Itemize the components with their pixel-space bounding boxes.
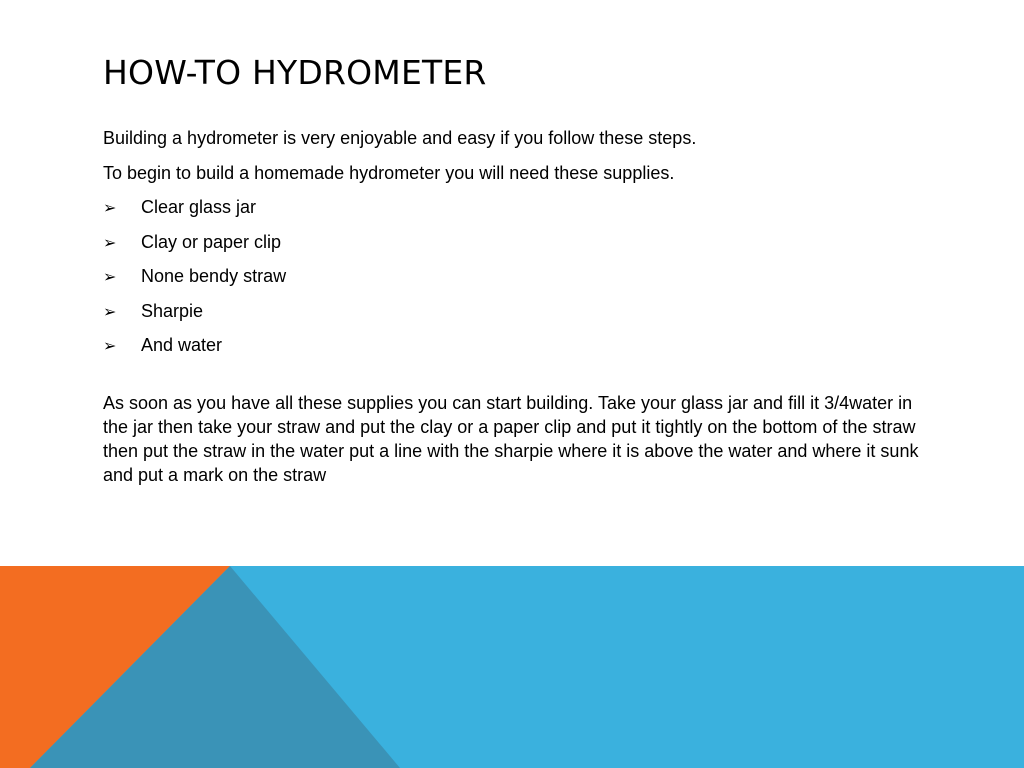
list-item bbox=[103, 231, 933, 254]
list-item bbox=[103, 196, 933, 219]
list-item bbox=[103, 300, 933, 323]
slide-body bbox=[103, 127, 933, 487]
supply-label: None bendy straw bbox=[141, 266, 287, 286]
supply-label: And water bbox=[141, 335, 223, 355]
supply-label: Clear glass jar bbox=[141, 197, 257, 217]
arrow-bullet-icon: ➢ bbox=[103, 301, 117, 321]
arrow-bullet-icon: ➢ bbox=[103, 267, 117, 286]
supplies-list bbox=[103, 196, 933, 357]
decorative-footer bbox=[0, 566, 1024, 768]
intro-line-2: To begin to build a homemade hydrometer you will need these supplies. bbox=[103, 162, 675, 183]
intro-line-1: Building a hydrometer is very enjoyable and easy if you follow these steps. bbox=[103, 128, 697, 148]
supply-label: Sharpie bbox=[141, 300, 204, 321]
instructions-paragraph: As soon as you have all these supplies you can start building. Take your glass jar and fill it 3/4water in the jar then take your straw and put the clay or a paper clip and put it tightly on the bottom of the straw then put the straw in the water put a line with the sharpie where it is above the water and where it sunk and put a mark on the straw bbox=[103, 393, 919, 485]
arrow-bullet-icon: ➢ bbox=[103, 336, 117, 355]
arrow-bullet-icon: ➢ bbox=[103, 198, 117, 217]
supply-label: Clay or paper clip bbox=[141, 231, 282, 252]
list-item bbox=[103, 334, 933, 357]
list-item bbox=[103, 265, 933, 288]
slide-title: HOW-TO HYDROMETER bbox=[103, 53, 487, 92]
arrow-bullet-icon: ➢ bbox=[103, 232, 117, 252]
